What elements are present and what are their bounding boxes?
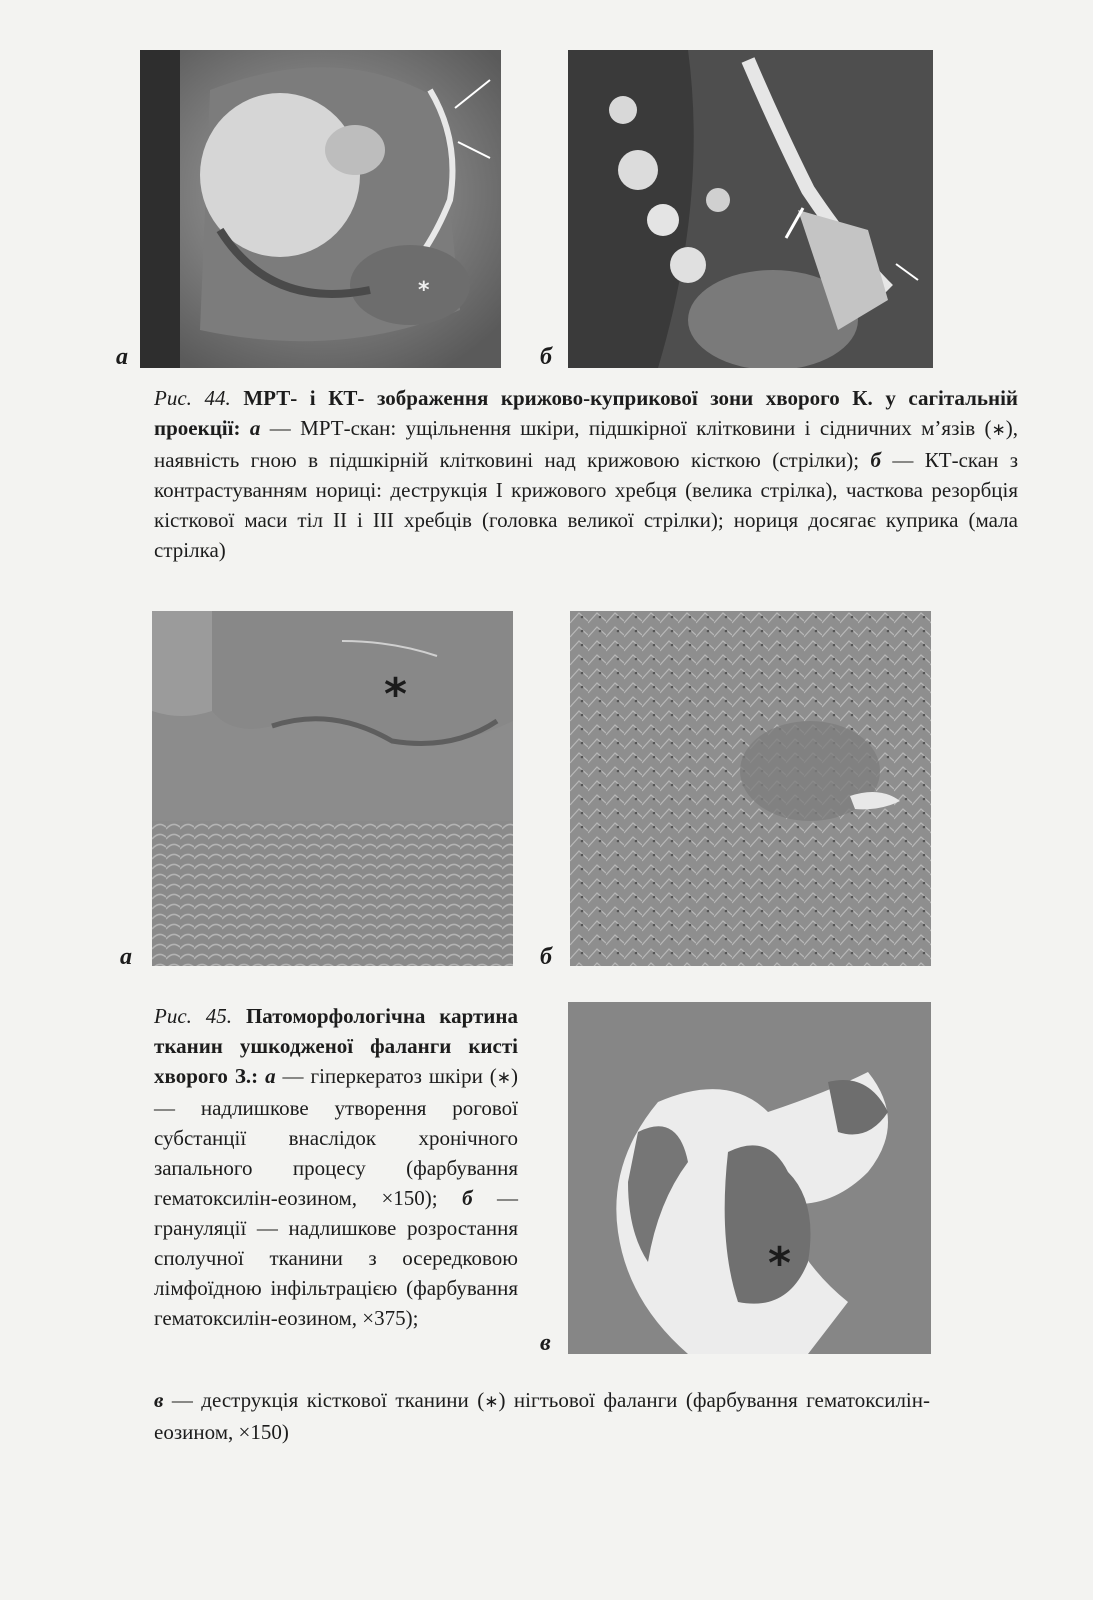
- fig44-caption-a-text2: ), наявність гною в підшкірній клітковині над крижовою кісткою (стрілки);: [154, 416, 1019, 472]
- fig45-caption-v-letter: в: [154, 1388, 164, 1412]
- fig44-caption-a-letter: а: [249, 416, 261, 440]
- fig44-caption-b-text: — КТ-скан з контрастуванням нориці: деструкція I крижового хребця (велика стрілка), часткова резорбція кісткової маси тіл II і III хребців (головка великої стрілки); нориця досягає куприка (мала стрілка): [154, 448, 1019, 562]
- fig44-caption-title: МРТ- і КТ- зображення крижово-куприкової зони хворого К. у сагітальній проекції:: [154, 386, 1019, 440]
- fig44-caption-lead: Рис. 44.: [154, 386, 231, 410]
- fig45-caption-title: Патоморфологічна картина тканин ушкодженої фаланги кисті хворого З.:: [154, 1004, 519, 1088]
- fig45v-asterisk-marker: *: [768, 1238, 792, 1289]
- mri-asterisk-marker: *: [418, 278, 430, 303]
- fig45-caption-a-letter: а: [265, 1064, 276, 1088]
- fig44-caption-b-letter: б: [870, 448, 881, 472]
- fig45-caption-a-text: — гіперкератоз шкіри (: [282, 1064, 497, 1088]
- fig45-caption-lead: Рис. 45.: [154, 1004, 233, 1028]
- fig45-caption-continuation: [154, 1385, 930, 1447]
- fig44-mri-image: [140, 50, 501, 368]
- fig44-caption-a-star: ∗: [991, 420, 1006, 440]
- fig45-caption-a-star: ∗: [496, 1068, 512, 1088]
- fig44-ct-image: [568, 50, 933, 368]
- fig45-histology-b-image: [570, 611, 931, 966]
- fig45-panel-v-label: в: [540, 1330, 551, 1356]
- fig45-caption-v-star: ∗: [484, 1392, 499, 1412]
- fig45-histology-a-image: [152, 611, 513, 966]
- fig45-caption-v-text2: ) нігтьової фаланги (фарбування гематоксилін-еозином, ×150): [154, 1388, 930, 1444]
- fig44-caption-a-text: — МРТ-скан: ущільнення шкіри, підшкірної клітковини і сідничних м’язів (: [269, 416, 992, 440]
- fig45-panel-a-label: а: [120, 944, 132, 970]
- fig45-caption-a-text2: ) — надлишкове утворення рогової субстанції внаслідок хронічного запального процесу (фарбування гематоксилін-еозином, ×150);: [154, 1064, 519, 1210]
- fig45-caption-b-text: — грануляції — надлишкове розростання сполучної тканини з осередковою лімфоїдною інфільтрацією (фарбування гематоксилін-еозином, ×375);: [154, 1186, 519, 1330]
- fig45-caption-b-letter: б: [462, 1186, 473, 1210]
- fig45-panel-b-label: б: [540, 944, 552, 970]
- fig45-caption-column: [154, 1001, 518, 1333]
- fig45-histology-v-image: [568, 1002, 931, 1354]
- fig45-caption-v-text: — деструкція кісткової тканини (: [171, 1388, 485, 1412]
- fig44-panel-a-label: а: [116, 344, 128, 370]
- fig45a-asterisk-marker: *: [384, 669, 408, 720]
- fig44-caption: [154, 383, 1018, 565]
- fig44-panel-b-label: б: [540, 344, 552, 370]
